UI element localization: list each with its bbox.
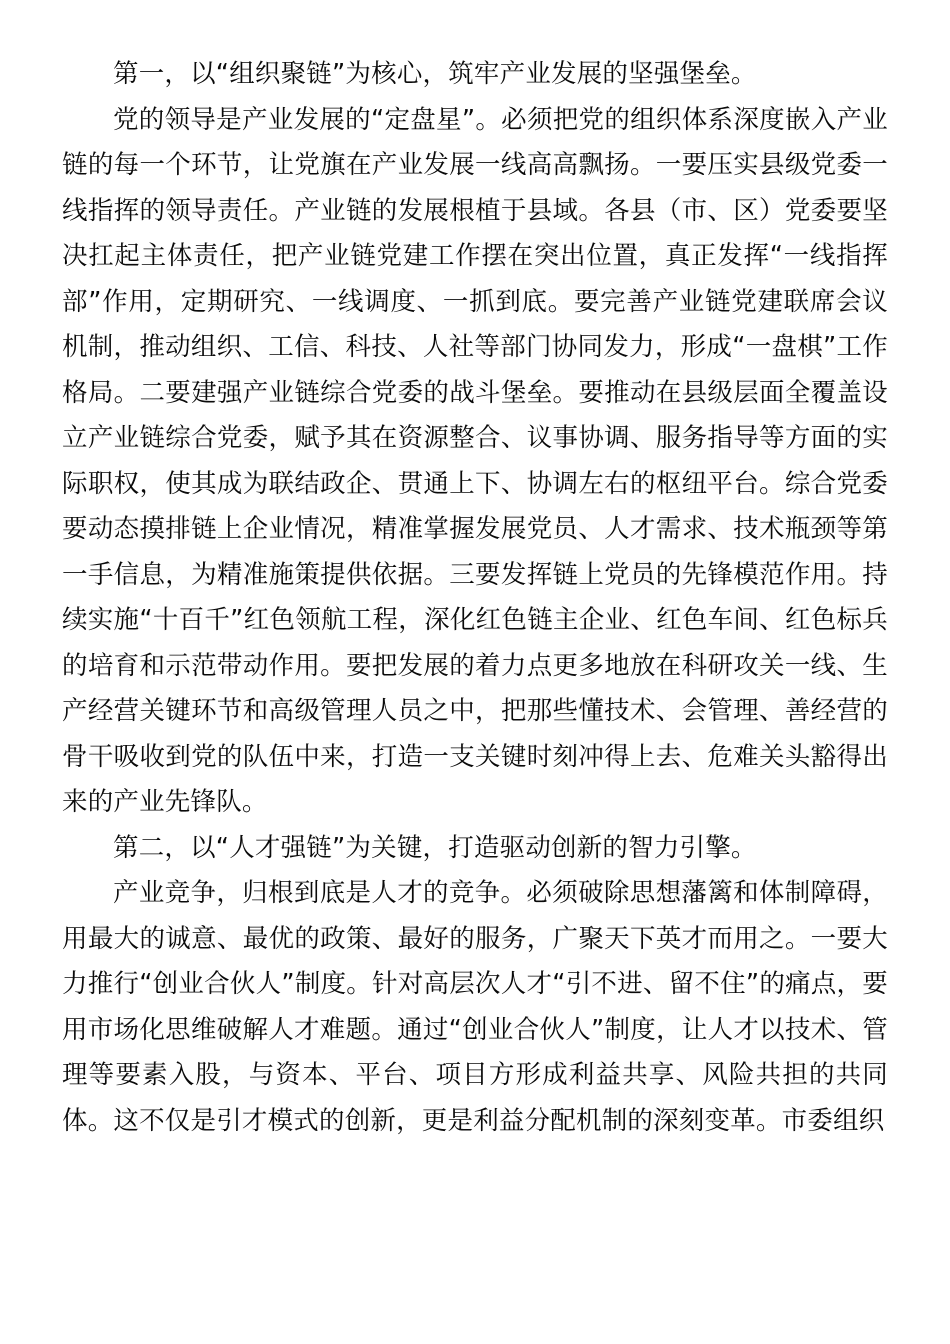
paragraph: 党的领导是产业发展的“定盘星”。必须把党的组织体系深度嵌入产业链的每一个环节，让党旗在产业发展一线高高飘扬。一要压实县级党委一线指挥的领导责任。产业链的发展根植于县域。各县（市、区）党委要坚决扛起主体责任，把产业链党建工作摆在突出位置，真正发挥“一线指挥部”作用，定期研究、一线调度、一抓到底。要完善产业链党建联席会议机制，推动组织、工信、科技、人社等部门协同发力，形成“一盘棋”工作格局。二要建强产业链综合党委的战斗堡垒。要推动在县级层面全覆盖设立产业链综合党委，赋予其在资源整合、议事协调、服务指导等方面的实际职权，使其成为联结政企、贯通上下、协调左右的枢纽平台。综合党委要动态摸排链上企业情况，精准掌握发展党员、人才需求、技术瓶颈等第一手信息，为精准施策提供依据。三要发挥链上党员的先锋模范作用。持续实施“十百千”红色领航工程，深化红色链主企业、红色车间、红色标兵的培育和示范带动作用。要把发展的着力点更多地放在科研攻关一线、生产经营关键环节和高级管理人员之中，把那些懂技术、会管理、善经营的骨干吸收到党的队伍中来，打造一支关键时刻冲得上去、危难关头豁得出来的产业先锋队。 <box>62 104 888 817</box>
paragraph: 第二，以“人才强链”为关键，打造驱动创新的智力引擎。 <box>113 832 757 863</box>
document-body <box>62 52 888 1144</box>
paragraph: 产业竞争，归根到底是人才的竞争。必须破除思想藩篱和体制障碍，用最大的诚意、最优的政策、最好的服务，广聚天下英才而用之。一要大力推行“创业合伙人”制度。针对高层次人才“引不进、留不住”的痛点，要用市场化思维破解人才难题。通过“创业合伙人”制度，让人才以技术、管理等要素入股，与资本、平台、项目方形成利益共享、风险共担的共同体。这不仅是引才模式的创新，更是利益分配机制的深刻变革。市委组织 <box>62 878 888 1136</box>
paragraph: 第一，以“组织聚链”为核心，筑牢产业发展的坚强堡垒。 <box>113 59 757 89</box>
